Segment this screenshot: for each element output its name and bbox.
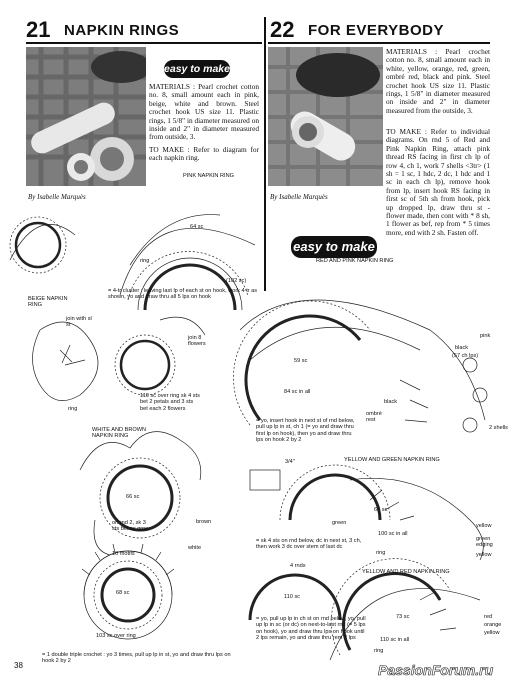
yg-100-sc: 100 sc in all <box>378 531 408 537</box>
rp-59-sc: 59 sc <box>294 358 308 364</box>
left-to-make: TO MAKE : Refer to diagram for each napkin ring. <box>149 145 259 163</box>
wb-brown: brown <box>196 519 212 525</box>
right-project-title: FOR EVERYBODY <box>308 22 444 39</box>
rp-84-sc: 84 sc in all <box>284 389 311 395</box>
left-easy-badge: easy to make <box>164 60 230 78</box>
for-everybody-photo <box>268 47 383 186</box>
rp-ombre: ombré rest <box>366 411 382 424</box>
wb-white: white <box>188 545 202 551</box>
yr-4-rnds: 4 rnds <box>290 563 306 569</box>
yr-110-sc: 110 sc <box>284 594 301 600</box>
yg-ring: ring <box>376 550 386 556</box>
pull-up-key: = yo, pull up lp in ch st on rnd below, yo, pull up lp in sc (or dc) on next-to-last rnd (= 5 lps on hook), yo and draw thru lps on hook until 2 lps remain, yo and draw thru rem 2 lps <box>256 616 366 642</box>
wb-rnd2-note: on rnd 2, sk 3 sts bet sc grps <box>112 520 149 533</box>
yg-green-edging: green edging <box>476 536 493 549</box>
motifs-68-sc: 68 sc <box>116 590 130 596</box>
left-project-title: NAPKIN RINGS <box>64 22 180 39</box>
left-credit: By Isabelle Marquès <box>28 193 86 201</box>
right-materials: MATERIALS : Pearl crochet cotton no. 8, small amount each in white, yellow, orange, red, green, ombré red, black and pink. Steel crochet hook US size 11. Plastic rings, 1 5/8" in diameter measured on inside and 2" in diameter measured from the outside, 3. <box>386 47 490 115</box>
pink-ring-title: PINK NAPKIN RING <box>183 173 234 179</box>
pink-ring-ring-label: ring <box>140 258 150 264</box>
for-everybody-photo-art <box>268 47 383 186</box>
ten-motifs-label: 10 motifs <box>112 551 135 557</box>
rp-black-2: black <box>384 399 398 405</box>
napkin-rings-photo-art <box>26 47 146 186</box>
beige-110-sc-note: 110 sc over ring sk 4 sts bet 2 petals and 3 sts bet each 2 flowers <box>140 393 200 412</box>
yr-yellow: yellow <box>484 630 500 636</box>
right-credit: By Isabelle Marquès <box>270 193 328 201</box>
yr-red: red <box>484 614 493 620</box>
right-to-make: TO MAKE : Refer to individual diagrams. On rnd 5 of Red and Pink Napkin Ring, attach pink thread RS facing in first ch lp of row 4, ch 1, work 7 shells <3tr> (1 sh = 1 sc, 1 hdc, 2 dc, 1 hdc and 1 sc in each ch lp), remove hook from lp, insert hook RS facing in first sc of 5th sh from hook, pick up dropped lp, draw thru st - flower made, then cont with * 8 sh, 1 flower as bef, rep from * 5 times more, end with 2 sh. Fasten off. <box>386 127 490 237</box>
watermark: PassionForum.ru <box>378 662 494 678</box>
rp-ring-title: RED AND PINK NAPKIN RING <box>316 258 394 264</box>
beige-napkin-ring-diagram <box>33 317 206 400</box>
column-divider <box>264 17 266 291</box>
double-triple-key: = 1 double triple crochet : yo 3 times, pull up lp in st, yo and draw thru lps on hook 2 by 2 <box>42 652 231 665</box>
yr-73-sc: 73 sc <box>396 614 410 620</box>
yg-three-quarter: 3/4" <box>285 459 295 465</box>
page-number: 38 <box>14 661 23 670</box>
yg-yellow-2: yellow <box>476 552 492 558</box>
yr-110-all: 110 sc in all <box>380 637 410 643</box>
skip-four-key: = sk 4 sts on rnd below, dc in next st, 3 ch, then work 3 dc over stem of last dc <box>256 538 362 551</box>
right-project-number: 22 <box>270 17 295 42</box>
left-header <box>26 17 262 44</box>
rp-57-ch-lps: (57 ch lps) <box>452 353 479 359</box>
yg-ring-title: YELLOW AND GREEN NAPKIN RING <box>344 457 440 463</box>
yg-66-sc: 66 sc <box>374 507 388 513</box>
wb-ring-title: WHITE AND BROWN NAPKIN RING <box>92 427 147 440</box>
yr-ring-title: YELLOW AND RED NAPKIN RING <box>362 569 450 575</box>
pink-ring-sc-count: 64 sc <box>190 224 204 230</box>
yg-green: green <box>332 520 347 526</box>
left-materials: MATERIALS : Pearl crochet cotton no. 8, small amount each in pink, beige, white and brown. Steel crochet hook US size 11. Plastic rings, 1 5/8" in diameter measured on inside and 2" in diameter measured from outside, 3. <box>149 82 259 142</box>
yo-insert-key: = yo, insert hook in next st of rnd below, pull up lp in st, ch 1 (= yo and draw thru first lp on hook), then yo and draw thru lps on hook 2 by 2 <box>256 418 355 444</box>
beige-ring-title: BEIGE NAPKIN RING <box>28 296 68 309</box>
pink-ring-102-label: (102 sc) <box>226 278 247 284</box>
rp-pink: pink <box>480 333 491 339</box>
beige-join-flowers: join 8 flowers <box>188 335 206 348</box>
rp-2-shells: 2 shells <box>489 425 508 431</box>
left-project-number: 21 <box>26 17 51 42</box>
rp-black: black <box>455 345 469 351</box>
yg-yellow: yellow <box>476 523 492 529</box>
wb-66-sc: 66 sc <box>126 494 140 500</box>
pink-ring-side-diagram <box>10 217 75 273</box>
right-easy-badge: easy to make <box>291 236 377 258</box>
beige-join-sl-st: join with sl st <box>66 316 92 329</box>
napkin-rings-photo <box>26 47 146 186</box>
ring-103-sc: 103 sc over ring <box>96 633 136 639</box>
red-pink-napkin-ring-diagram <box>233 300 487 432</box>
cluster-key: = 4-tr cluster : leaving last lp of each st on hook, work 4 tr as shown, yo and draw thru all 5 lps on hook <box>108 288 258 301</box>
yr-ring: ring <box>374 648 384 654</box>
white-brown-napkin-ring-diagram <box>80 432 201 555</box>
yr-orange: orange <box>484 622 502 628</box>
right-header <box>268 17 490 44</box>
beige-ring-label: ring <box>68 406 78 412</box>
